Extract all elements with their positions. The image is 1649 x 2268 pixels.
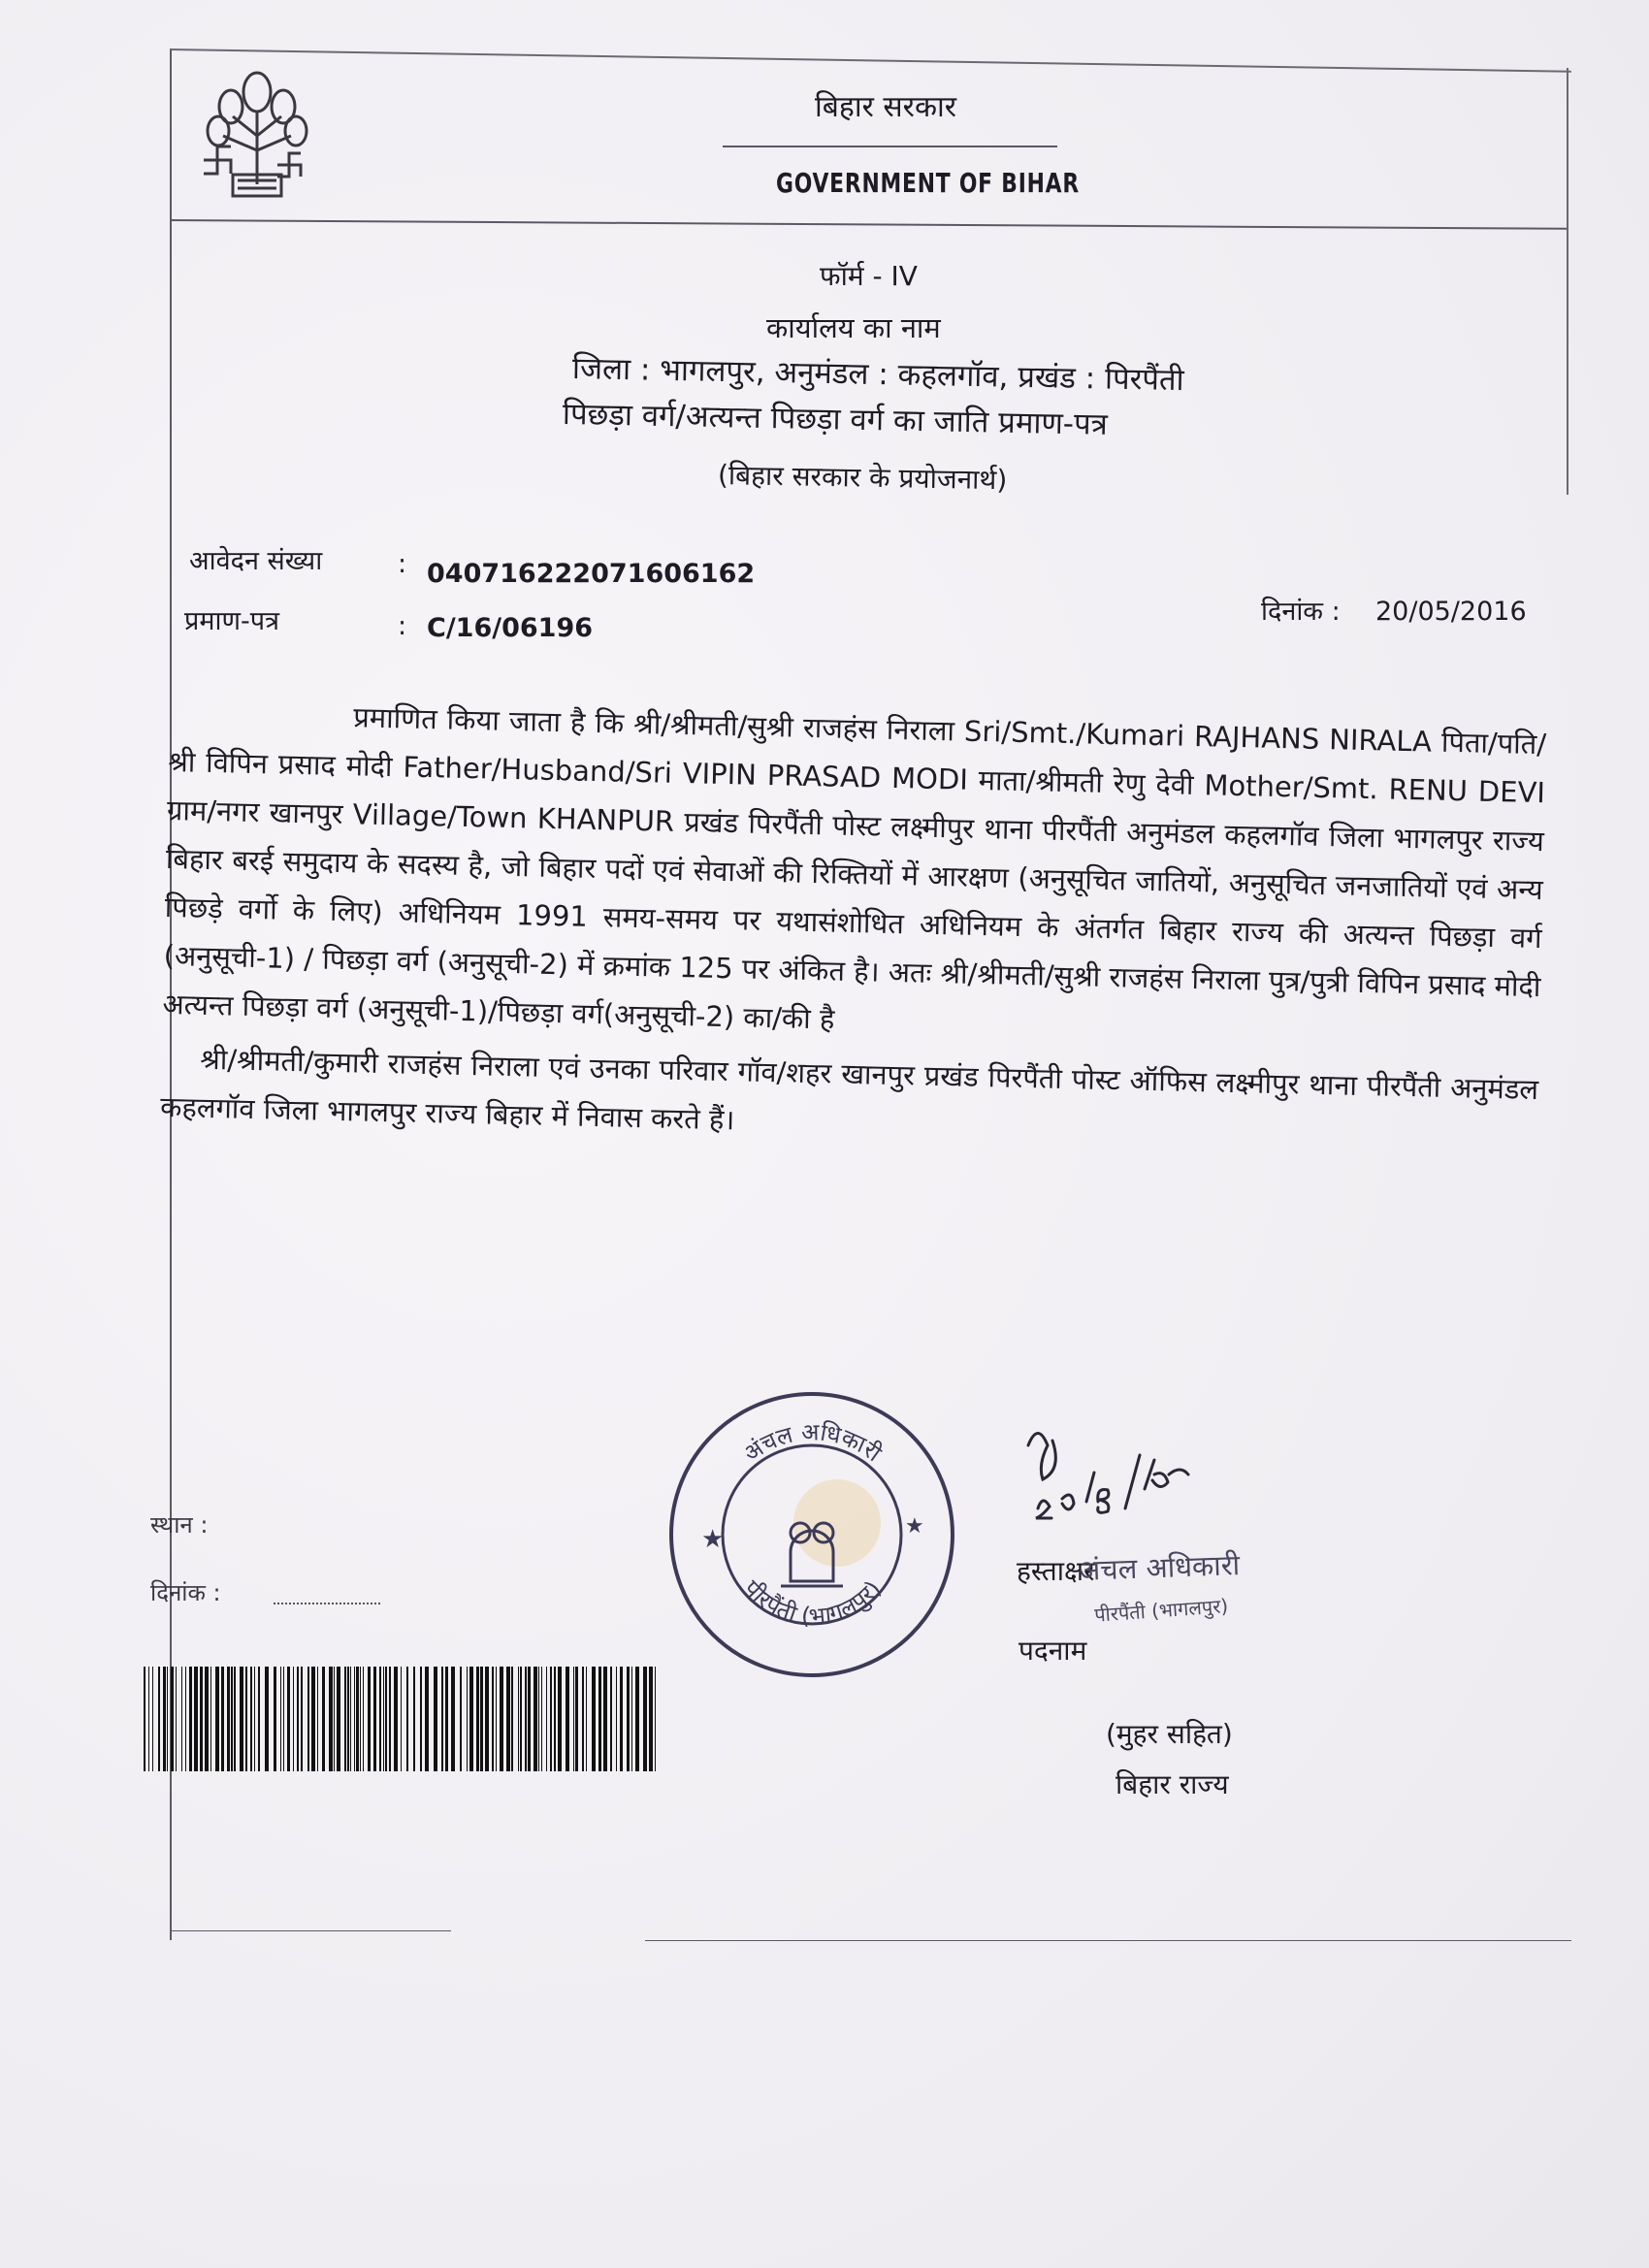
barcode-bar [643,1667,647,1771]
barcode-bar [234,1667,236,1771]
barcode-bar [603,1667,607,1771]
barcode-bar [231,1667,233,1771]
barcode-bar [566,1667,569,1771]
barcode-bar [344,1667,346,1771]
barcode-bar [350,1667,351,1771]
barcode-bar [227,1667,230,1771]
barcode-bar [210,1667,211,1771]
barcode-bar [171,1667,174,1771]
barcode-bar [283,1667,284,1771]
footer-date-label: दिनांक : [150,1579,221,1606]
barcode-bar [176,1667,177,1771]
barcode-bar [240,1667,243,1771]
date-value: 20/05/2016 [1375,597,1527,627]
barcode-bar [293,1667,294,1771]
barcode-bar [329,1667,333,1771]
footer-rule-right [645,1940,1571,1941]
form-number: फॉर्म - IV [820,260,918,292]
barcode-bar [245,1667,247,1771]
officer-place: पीरपैंती (भागलपुर) [1093,1594,1229,1627]
barcode-bar [451,1667,455,1771]
barcode-bar [347,1667,349,1771]
office-name: कार्यालय का नाम [766,311,941,344]
barcode-bar [492,1667,494,1771]
designation-label: पदनाम [1018,1635,1087,1667]
application-label: आवेदन संख्या [189,546,323,576]
barcode-bar [406,1667,408,1771]
barcode-icon [144,1667,656,1771]
barcode-bar [360,1667,361,1771]
barcode-bar [337,1667,340,1771]
barcode-bar [189,1667,192,1771]
barcode-bar [389,1667,391,1771]
barcode-bar [148,1667,149,1771]
certificate-purpose: (बिहार सरकार के प्रयोजनार्थ) [717,459,1008,497]
barcode-bar [158,1667,160,1771]
application-number: 040716222071606162 [427,559,756,589]
district-line: जिला : भागलपुर, अनुमंडल : कहलगॉव, प्रखंड : पिरपैंती [571,351,1184,399]
application-separator: : [398,549,407,579]
certificate-paragraph-2: श्री/श्रीमती/कुमारी राजहंस निराला एवं उनका परिवार गॉव/शहर खानपुर प्रखंड पिरपैंती पोस्ट ऑफिस लक्ष्मीपुर थाना पीरपैंती अनुमंडल कहलगॉव जिला भागलपुर राज्य बिहार में निवास करते हैं। [159,1042,1539,1137]
certificate-paragraph-1: प्रमाणित किया जाता है कि श्री/श्रीमती/सुश्री राजहंस निराला Sri/Smt./Kumari RAJHANS NIRALA पिता/पति/श्री विपिन प्रसाद मोदी Father/Husband/Sri VIPIN PRASAD MODI माता/श्रीमती रेणु देवी Mother/Smt. RENU DEVI ग्राम/नगर खानपुर Village/Town KHANPUR प्रखंड पिरपैंती पोस्ट लक्ष्मीपुर थाना पीरपैंती अनुमंडल कहलगॉव जिला भागलपुर राज्य बिहार बरई समुदाय के सदस्य है, जो बिहार पदों एवं सेवाओं की रिक्तियों में आरक्षण (अनुसूचित जातियों, अनुसूचित जनजातियों एवं अन्य पिछड़े वर्गो के लिए) अधिनियम 1991 समय-समय पर यथासंशोधित अधिनियम के अंतर्गत बिहार राज्य की अत्यन्त पिछड़ा वर्ग (अनुसूची-1) / पिछड़ा वर्ग (अनुसूची-2) में क्रमांक 125 पर अंकित है। अतः श्री/श्रीमती/सुश्री राजहंस निराला पुत्र/पुत्री विपिन प्रसाद मोदी अत्यन्त पिछड़ा वर्ग (अनुसूची-1)/पिछड़ा वर्ग(अनुसूची-2) का/की है [162,700,1547,1036]
date-label: दिनांक : [1261,597,1341,627]
date-dotted-line [274,1603,380,1604]
barcode-bar [181,1667,182,1771]
barcode-bar [311,1667,315,1771]
barcode-bar [434,1667,437,1771]
barcode-bar [480,1667,483,1771]
barcode-bar [200,1667,203,1771]
barcode-bar [445,1667,448,1771]
barcode-bar [441,1667,443,1771]
barcode-bar [525,1667,527,1771]
barcode-bar [620,1667,623,1771]
barcode-bar [287,1667,290,1771]
barcode-bar [221,1667,224,1771]
seal-top-text: अंचल अधिकारी [738,1418,887,1468]
barcode-bar [534,1667,537,1771]
barcode-bar [425,1667,429,1771]
barcode-bar [307,1667,309,1771]
barcode-bar [610,1667,612,1771]
seal-note: (मुहर सहित) [1106,1718,1233,1750]
barcode-bar [265,1667,269,1771]
barcode-bar [627,1667,630,1771]
barcode-bar [215,1667,219,1771]
barcode-bar [401,1667,402,1771]
barcode-bar [528,1667,531,1771]
barcode-bar [586,1667,587,1771]
bihar-emblem-icon [194,58,320,204]
barcode-bar [383,1667,384,1771]
barcode-bar [520,1667,522,1771]
svg-text:अंचल अधिकारी [738,1418,887,1468]
state-label: बिहार राज्य [1116,1768,1229,1800]
certificate-label: प्रमाण-पत्र [184,606,280,636]
barcode-bar [582,1667,584,1771]
barcode-bar [250,1667,252,1771]
barcode-bar [616,1667,617,1771]
barcode-bar [301,1667,303,1771]
barcode-bar [420,1667,422,1771]
barcode-bar [167,1667,168,1771]
barcode-bar [575,1667,578,1771]
barcode-bar [354,1667,355,1771]
barcode-bar [254,1667,255,1771]
certificate-separator: : [398,611,407,641]
barcode-bar [511,1667,513,1771]
barcode-bar [274,1667,276,1771]
barcode-bar [334,1667,335,1771]
barcode-bar [538,1667,539,1771]
barcode-bar [363,1667,364,1771]
barcode-bar [635,1667,639,1771]
barcode-bar [573,1667,574,1771]
barcode-bar [518,1667,519,1771]
svg-text:पीरपैंती (भागलपुर) [738,1574,887,1630]
barcode-bar [649,1667,653,1771]
barcode-bar [631,1667,632,1771]
certificate-number: C/16/06196 [427,613,594,643]
barcode-bar [467,1667,468,1771]
barcode-bar [546,1667,547,1771]
barcode-bar [152,1667,153,1771]
header-divider [723,146,1057,147]
barcode-bar [368,1667,371,1771]
svg-text:★: ★ [701,1525,725,1554]
seal-bottom-text: पीरपैंती (भागलपुर) [737,1574,887,1631]
barcode-bar [373,1667,376,1771]
barcode-bar [144,1667,146,1771]
place-label: स्थान : [150,1511,209,1539]
barcode-bar [413,1667,415,1771]
officer-stamp-text: अंचल अधिकारी [1078,1548,1241,1587]
govt-title-english: GOVERNMENT OF BIHAR [776,167,1080,199]
barcode-bar [469,1667,473,1771]
barcode-bar [317,1667,318,1771]
signature-label: हस्ताक्षर [1017,1555,1095,1587]
barcode-bar [496,1667,497,1771]
barcode-bar [655,1667,656,1771]
barcode-bar [385,1667,387,1771]
barcode-bar [598,1667,601,1771]
svg-text:★: ★ [905,1514,924,1539]
barcode-bar [506,1667,510,1771]
footer-rule-left [170,1930,451,1931]
certificate-title: पिछड़ा वर्ग/अत्यन्त पिछड़ा वर्ग का जाति प्रमाण-पत्र [562,397,1109,442]
barcode-bar [554,1667,556,1771]
barcode-bar [476,1667,479,1771]
barcode-bar [163,1667,166,1771]
barcode-bar [460,1667,462,1771]
official-seal-icon [664,1387,960,1683]
barcode-bar [394,1667,398,1771]
barcode-bar [500,1667,503,1771]
barcode-bar [379,1667,381,1771]
barcode-bar [592,1667,596,1771]
barcode-bar [258,1667,260,1771]
right-border-line [1567,68,1568,495]
barcode-bar [280,1667,281,1771]
barcode-bar [297,1667,299,1771]
barcode-bar [194,1667,198,1771]
govt-title-hindi: बिहार सरकार [815,90,957,124]
barcode-bar [550,1667,552,1771]
certificate-body [160,689,1547,1162]
barcode-bar [485,1667,489,1771]
barcode-bar [205,1667,209,1771]
barcode-bar [541,1667,542,1771]
barcode-bar [558,1667,562,1771]
barcode-bar [322,1667,325,1771]
barcode-bar [356,1667,359,1771]
barcode-bar [185,1667,186,1771]
